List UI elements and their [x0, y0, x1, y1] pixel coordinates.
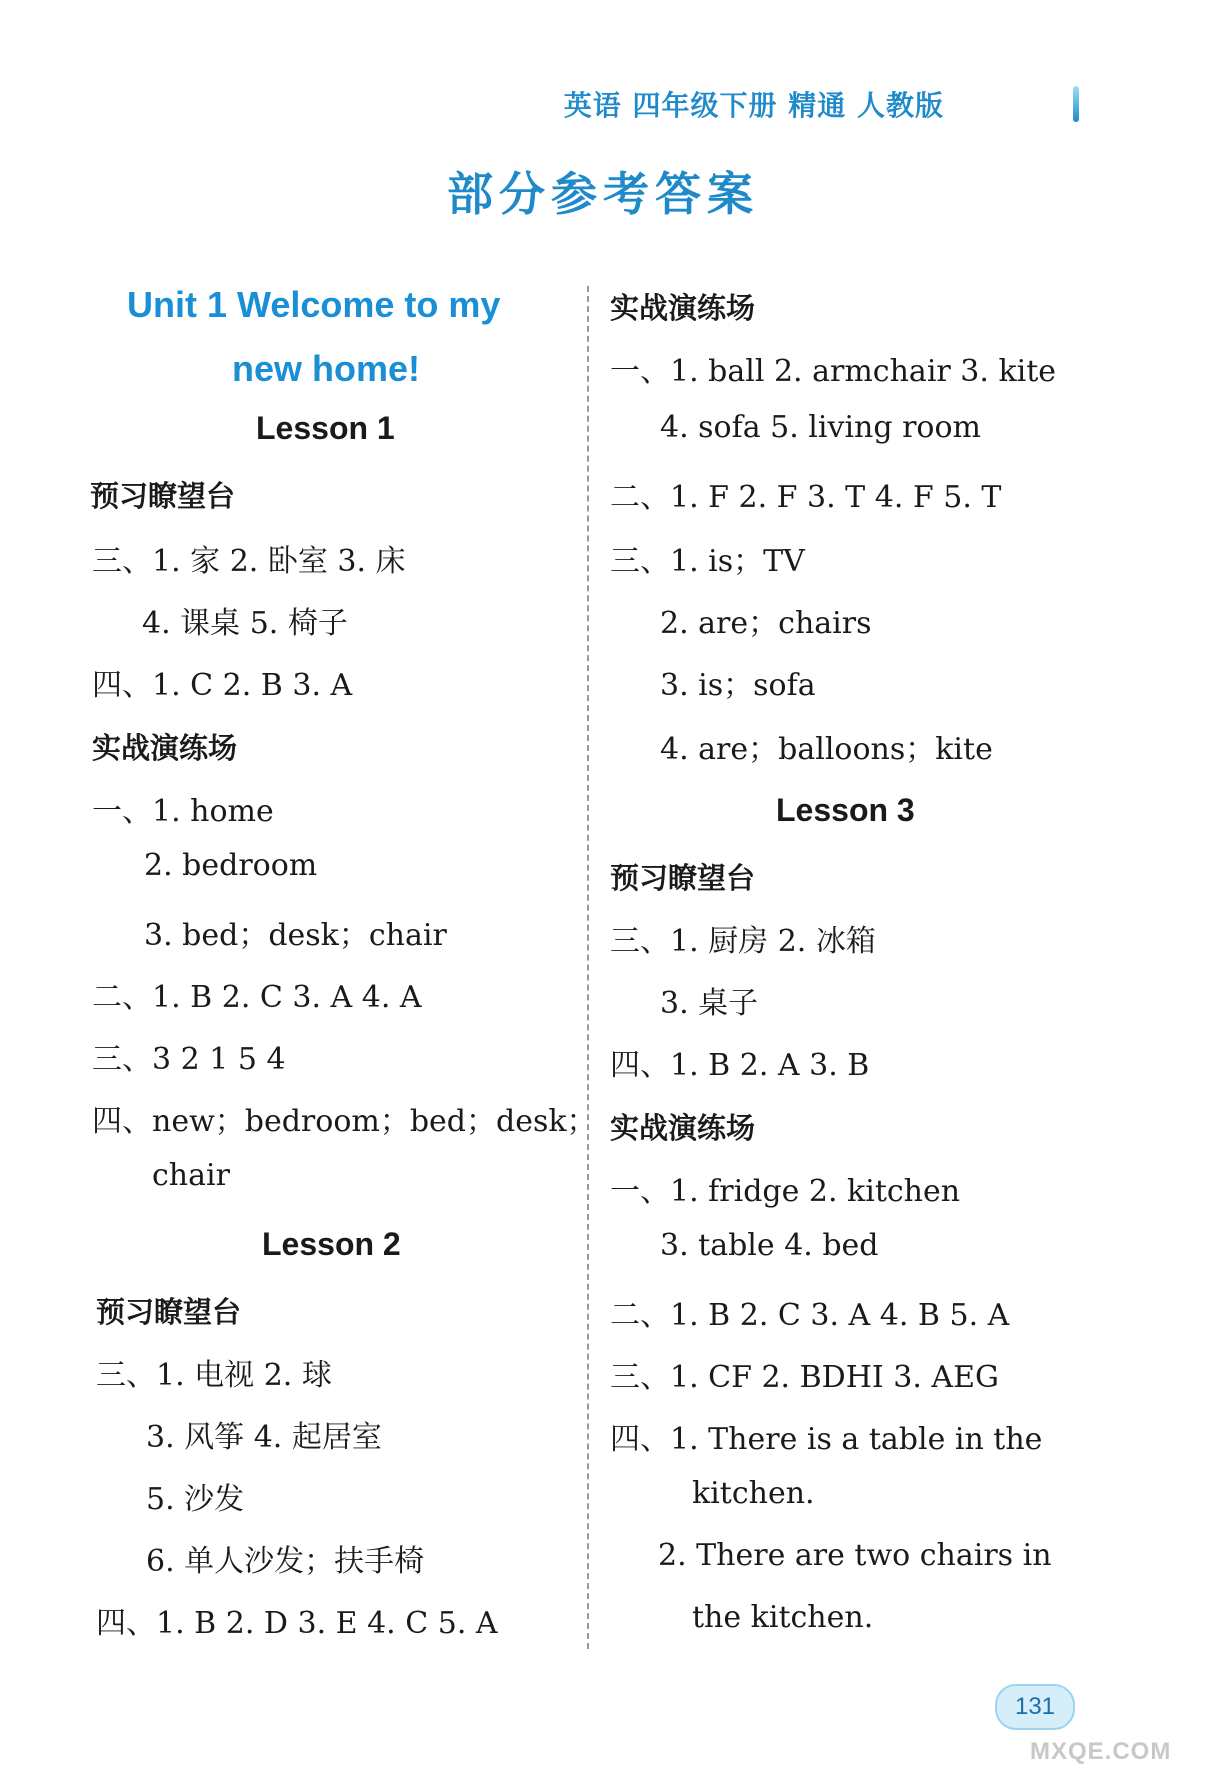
answer-line: 3. is；sofa: [660, 668, 816, 703]
answer-line: 三、1. 家 2. 卧室 3. 床: [92, 544, 406, 579]
answer-line: 3. bed；desk；chair: [144, 918, 447, 953]
section-preview-l2: 预习瞭望台: [96, 1295, 242, 1329]
section-practice-l2: 实战演练场: [610, 291, 756, 325]
answer-line: 二、1. F 2. F 3. T 4. F 5. T: [610, 480, 1002, 515]
answer-line: 4. sofa 5. living room: [660, 410, 982, 445]
answer-line: 三、1. 厨房 2. 冰箱: [610, 924, 876, 959]
column-divider: [587, 286, 589, 1649]
answer-line: 三、1. is；TV: [610, 544, 805, 579]
answer-line: 3. 桌子: [660, 986, 759, 1021]
answer-line: 三、1. CF 2. BDHI 3. AEG: [610, 1360, 999, 1395]
section-preview-l1: 预习瞭望台: [90, 479, 236, 513]
answer-line: 2. bedroom: [144, 848, 318, 883]
answer-line: 二、1. B 2. C 3. A 4. B 5. A: [610, 1298, 1010, 1333]
answer-line: 三、1. 电视 2. 球: [96, 1358, 332, 1393]
answer-line: 一、1. home: [92, 794, 274, 829]
answer-line: 四、new；bedroom；bed；desk；: [92, 1104, 597, 1139]
answer-line: 四、1. B 2. D 3. E 4. C 5. A: [96, 1606, 498, 1641]
answer-line: 5. 沙发: [146, 1482, 245, 1517]
unit-title-line2: new home!: [232, 348, 421, 389]
unit-title-line1: Unit 1 Welcome to my: [127, 284, 501, 325]
lesson-2-heading: Lesson 2: [262, 1226, 401, 1262]
section-preview-l3: 预习瞭望台: [610, 861, 756, 895]
section-practice-l3: 实战演练场: [610, 1111, 756, 1145]
answer-line: 2. are；chairs: [660, 606, 872, 641]
lesson-1-heading: Lesson 1: [256, 410, 395, 446]
answer-line: 6. 单人沙发；扶手椅: [146, 1544, 425, 1579]
answer-line: 二、1. B 2. C 3. A 4. A: [92, 980, 422, 1015]
answer-line: 四、1. There is a table in the: [610, 1422, 1043, 1457]
answer-line: 三、3 2 1 5 4: [92, 1042, 286, 1077]
book-header: 英语 四年级下册 精通 人教版: [563, 89, 944, 122]
answer-line: the kitchen.: [692, 1600, 874, 1635]
answer-line: 3. 风筝 4. 起居室: [146, 1420, 382, 1455]
header-accent-bar: [1073, 86, 1079, 122]
page-title: 部分参考答案: [447, 167, 759, 221]
answer-line: chair: [152, 1158, 230, 1193]
answer-line: 2. There are two chairs in: [658, 1538, 1052, 1573]
lesson-3-heading: Lesson 3: [776, 792, 915, 828]
answer-line: 四、1. B 2. A 3. B: [610, 1048, 870, 1083]
answer-line: 一、1. fridge 2. kitchen: [610, 1174, 961, 1209]
watermark-text: MXQE.COM: [1030, 1738, 1172, 1765]
answer-line: 一、1. ball 2. armchair 3. kite: [610, 354, 1057, 389]
section-practice-l1: 实战演练场: [92, 731, 238, 765]
answer-line: 四、1. C 2. B 3. A: [92, 668, 353, 703]
answer-line: 4. are；balloons；kite: [660, 732, 993, 767]
answer-line: 4. 课桌 5. 椅子: [142, 606, 348, 641]
answer-line: kitchen.: [692, 1476, 815, 1511]
answer-line: 3. table 4. bed: [660, 1228, 879, 1263]
page-number: 131: [995, 1684, 1075, 1730]
